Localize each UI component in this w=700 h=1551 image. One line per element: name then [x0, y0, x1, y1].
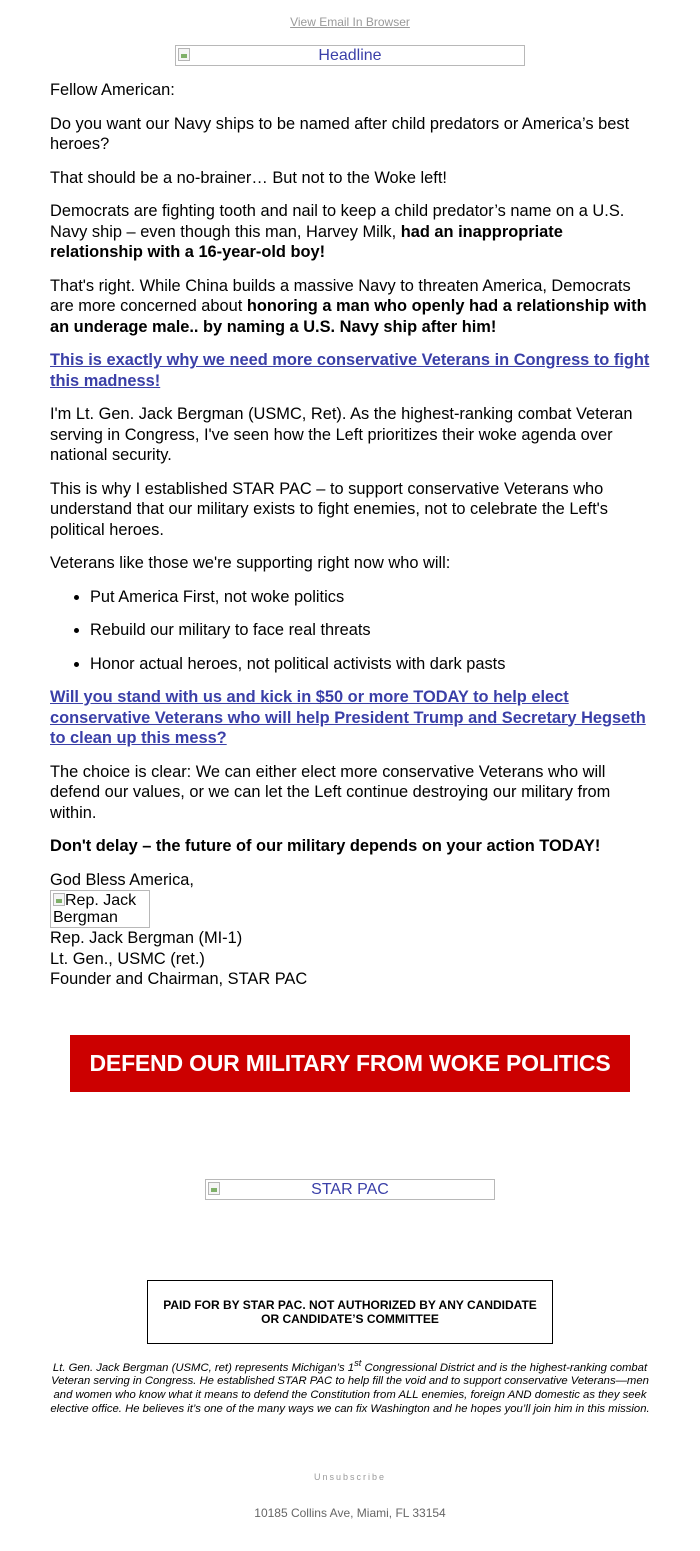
broken-image-icon — [178, 48, 190, 61]
defend-military-cta-button[interactable]: DEFEND OUR MILITARY FROM WOKE POLITICS — [70, 1035, 630, 1092]
mailing-address: 10185 Collins Ave, Miami, FL 33154 — [254, 1506, 446, 1520]
star-pac-logo-alt: STAR PAC — [311, 1180, 389, 1198]
headline-image-alt: Headline — [318, 46, 382, 64]
signature-image-alt: Rep. Jack Bergman — [53, 892, 137, 926]
paragraph-china: That's right. While China builds a massive Navy to threaten America, Democrats are more concerned about honoring a man who openly had a relationship with an underage male.. by naming a U.S. Navy ship after him! — [50, 276, 647, 336]
unsubscribe-link[interactable]: Unsubscribe — [313, 1472, 387, 1482]
paragraph-link-veterans — [50, 350, 650, 391]
broken-image-icon — [208, 1182, 220, 1195]
signature-line-name: Rep. Jack Bergman (MI-1) — [50, 929, 243, 947]
greeting: Fellow American: — [50, 81, 175, 99]
list-item: • Put America First, not woke politics — [90, 587, 650, 608]
list-item: • Rebuild our military to face real threats — [90, 620, 650, 641]
paragraph-intro-bergman: I'm Lt. Gen. Jack Bergman (USMC, Ret). As the highest-ranking combat Veteran serving in Congress, I've seen how the Left prioritizes their woke agenda over national security. — [50, 405, 633, 464]
veterans-congress-link[interactable]: This is exactly why we need more conservative Veterans in Congress to fight this madness! — [50, 351, 650, 390]
paragraph-veterans-like: Veterans like those we're supporting right now who will: — [50, 554, 451, 572]
headline-image — [175, 45, 525, 66]
letter-body — [50, 80, 650, 990]
paragraph-navy-ships: Do you want our Navy ships to be named after child predators or America’s best heroes? — [50, 114, 630, 153]
paragraph-no-brainer: That should be a no-brainer… But not to the Woke left! — [50, 168, 447, 187]
star-pac-logo-image — [205, 1179, 495, 1200]
bergman-bio: Lt. Gen. Jack Bergman (USMC, ret) represents Michigan’s 1st Congressional District and is the highest-ranking combat Veteran serving in Congress. He established STAR PAC to help fill the void and to support conservative Veterans—men and women who know what it means to defend the Constitution from ALL enemies, foreign AND domestic as they seek elective office. He believes it’s one of the many ways we can fix Washington and he hopes you’ll join him in this mission. — [50, 1357, 650, 1415]
paragraph-democrats: Democrats are fighting tooth and nail to keep a child predator’s name on a U.S. Navy ship – even though this man, Harvey Milk, had an inappropriate relationship with a 16-year-old boy! — [50, 202, 625, 261]
signature-image — [50, 890, 150, 928]
closing: God Bless America, — [50, 870, 194, 889]
emphasis-relationship: had an inappropriate relationship with a 16-year-old boy! — [50, 222, 563, 261]
view-in-browser-link[interactable]: View Email In Browser — [290, 15, 410, 29]
donate-50-link[interactable]: Will you stand with us and kick in $50 or more TODAY to help elect conservative Veterans who will help President Trump and Secretary Hegseth to clean up this mess? — [50, 688, 646, 747]
veteran-goals-list — [50, 587, 650, 675]
paragraph-dont-delay: Don't delay – the future of our military depends on your action TODAY! — [50, 837, 601, 855]
paragraph-star-pac: This is why I established STAR PAC – to support conservative Veterans who understand that our military exists to fight enemies, not to celebrate the Left's political heroes. — [50, 479, 608, 539]
broken-image-icon — [53, 893, 65, 906]
emphasis-honoring: honoring a man who openly had a relationship with an underage male.. by naming a U.S. Navy ship after him! — [50, 297, 647, 336]
signature-line-rank: Lt. Gen., USMC (ret.) — [50, 949, 205, 968]
paragraph-donate-link — [50, 687, 650, 749]
paid-for-disclaimer: PAID FOR BY STAR PAC. NOT AUTHORIZED BY ANY CANDIDATE OR CANDIDATE’S COMMITTEE — [147, 1280, 553, 1344]
paragraph-choice: The choice is clear: We can either elect more conservative Veterans who will defend our values, or we can let the Left continue destroying our military from within. — [50, 762, 611, 822]
list-item: • Honor actual heroes, not political activists with dark pasts — [90, 654, 650, 675]
signature-line-title: Founder and Chairman, STAR PAC — [50, 970, 308, 988]
